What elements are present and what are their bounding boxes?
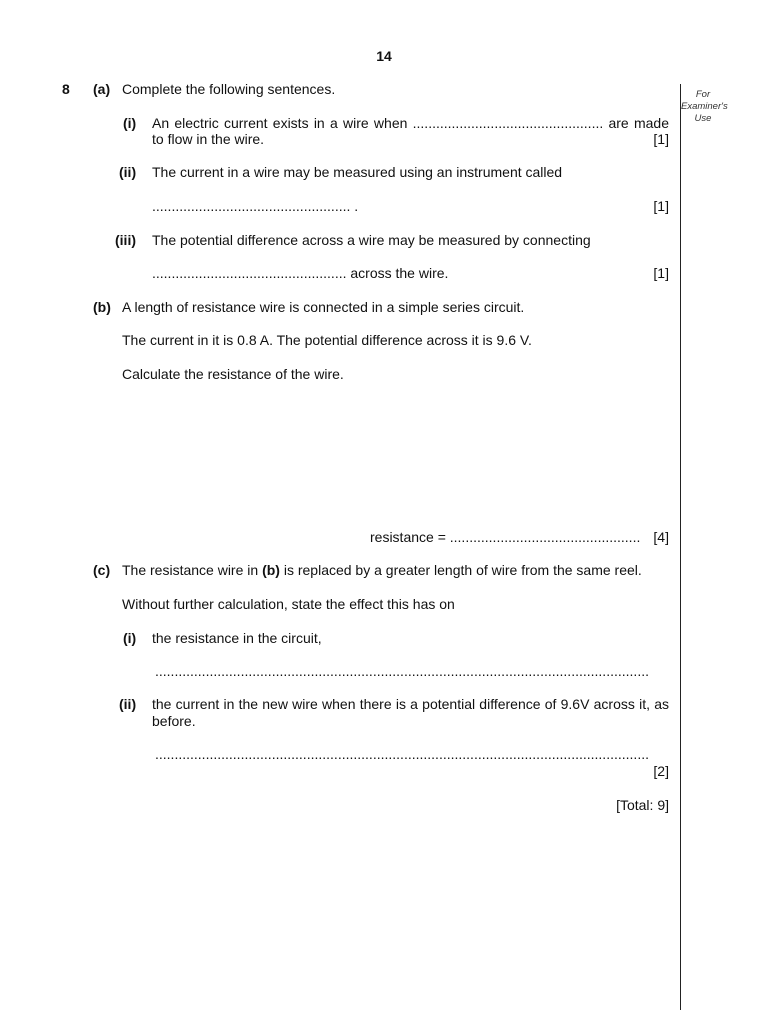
part-c-line1 (122, 562, 642, 578)
examiner-line-1: For (695, 89, 711, 100)
part-c-ii-answer-line: ............................................................................................................................... (155, 746, 649, 762)
examiner-line-2: Examiner's (681, 101, 728, 112)
part-c-label: (c) (93, 562, 111, 578)
part-b-line1: A length of resistance wire is connected in a simple series circuit. (122, 299, 525, 315)
part-a-iii-marks: [1] (653, 265, 669, 281)
part-c-ii-line2: before. (152, 713, 196, 729)
part-b-marks: [4] (653, 529, 669, 545)
examiner-margin-rule (680, 84, 681, 1010)
part-b-line2: The current in it is 0.8 A. The potential difference across it is 9.6 V. (122, 332, 532, 348)
part-c-line1-pre: The resistance wire in (122, 562, 263, 578)
part-a-i-line2: to flow in the wire. (152, 131, 265, 147)
part-c-marks: [2] (653, 763, 669, 779)
part-c-line1-post: is replaced by a greater length of wire from the same reel. (279, 562, 642, 578)
part-b-label: (b) (93, 299, 111, 315)
resistance-answer-line: resistance = ................................................. (370, 529, 641, 545)
part-a-ii-label: (ii) (119, 164, 137, 180)
examiner-use-box (681, 89, 728, 125)
part-a-iii-label: (iii) (115, 232, 136, 248)
part-a-ii-marks: [1] (653, 198, 669, 214)
part-a-ii-answer-line: ................................................... . (152, 198, 359, 214)
question-number: 8 (62, 81, 70, 97)
part-a-i-line1: An electric current exists in a wire when ................................................. are made (152, 115, 669, 131)
part-c-line1-ref: (b) (262, 562, 280, 578)
part-c-ii-line1: the current in the new wire when there is a potential difference of 9.6V across it, as (152, 696, 669, 712)
page-number: 14 (376, 48, 392, 64)
part-b-line3: Calculate the resistance of the wire. (122, 366, 344, 382)
part-c-i-text: the resistance in the circuit, (152, 630, 322, 646)
total-marks: [Total: 9] (616, 797, 669, 813)
part-c-i-answer-line: ............................................................................................................................... (155, 663, 649, 679)
examiner-line-3: Use (694, 113, 712, 124)
part-a-ii-line1: The current in a wire may be measured using an instrument called (152, 164, 563, 180)
part-a-i-label: (i) (123, 115, 137, 131)
part-a-text: Complete the following sentences. (122, 81, 336, 97)
part-c-line2: Without further calculation, state the effect this has on (122, 596, 455, 612)
part-c-i-label: (i) (123, 630, 137, 646)
part-c-ii-label: (ii) (119, 696, 137, 712)
part-a-iii-answer-line: .................................................. across the wire. (152, 265, 449, 281)
part-a-label: (a) (93, 81, 111, 97)
part-a-iii-line1: The potential difference across a wire may be measured by connecting (152, 232, 591, 248)
part-a-i-marks: [1] (653, 131, 669, 147)
